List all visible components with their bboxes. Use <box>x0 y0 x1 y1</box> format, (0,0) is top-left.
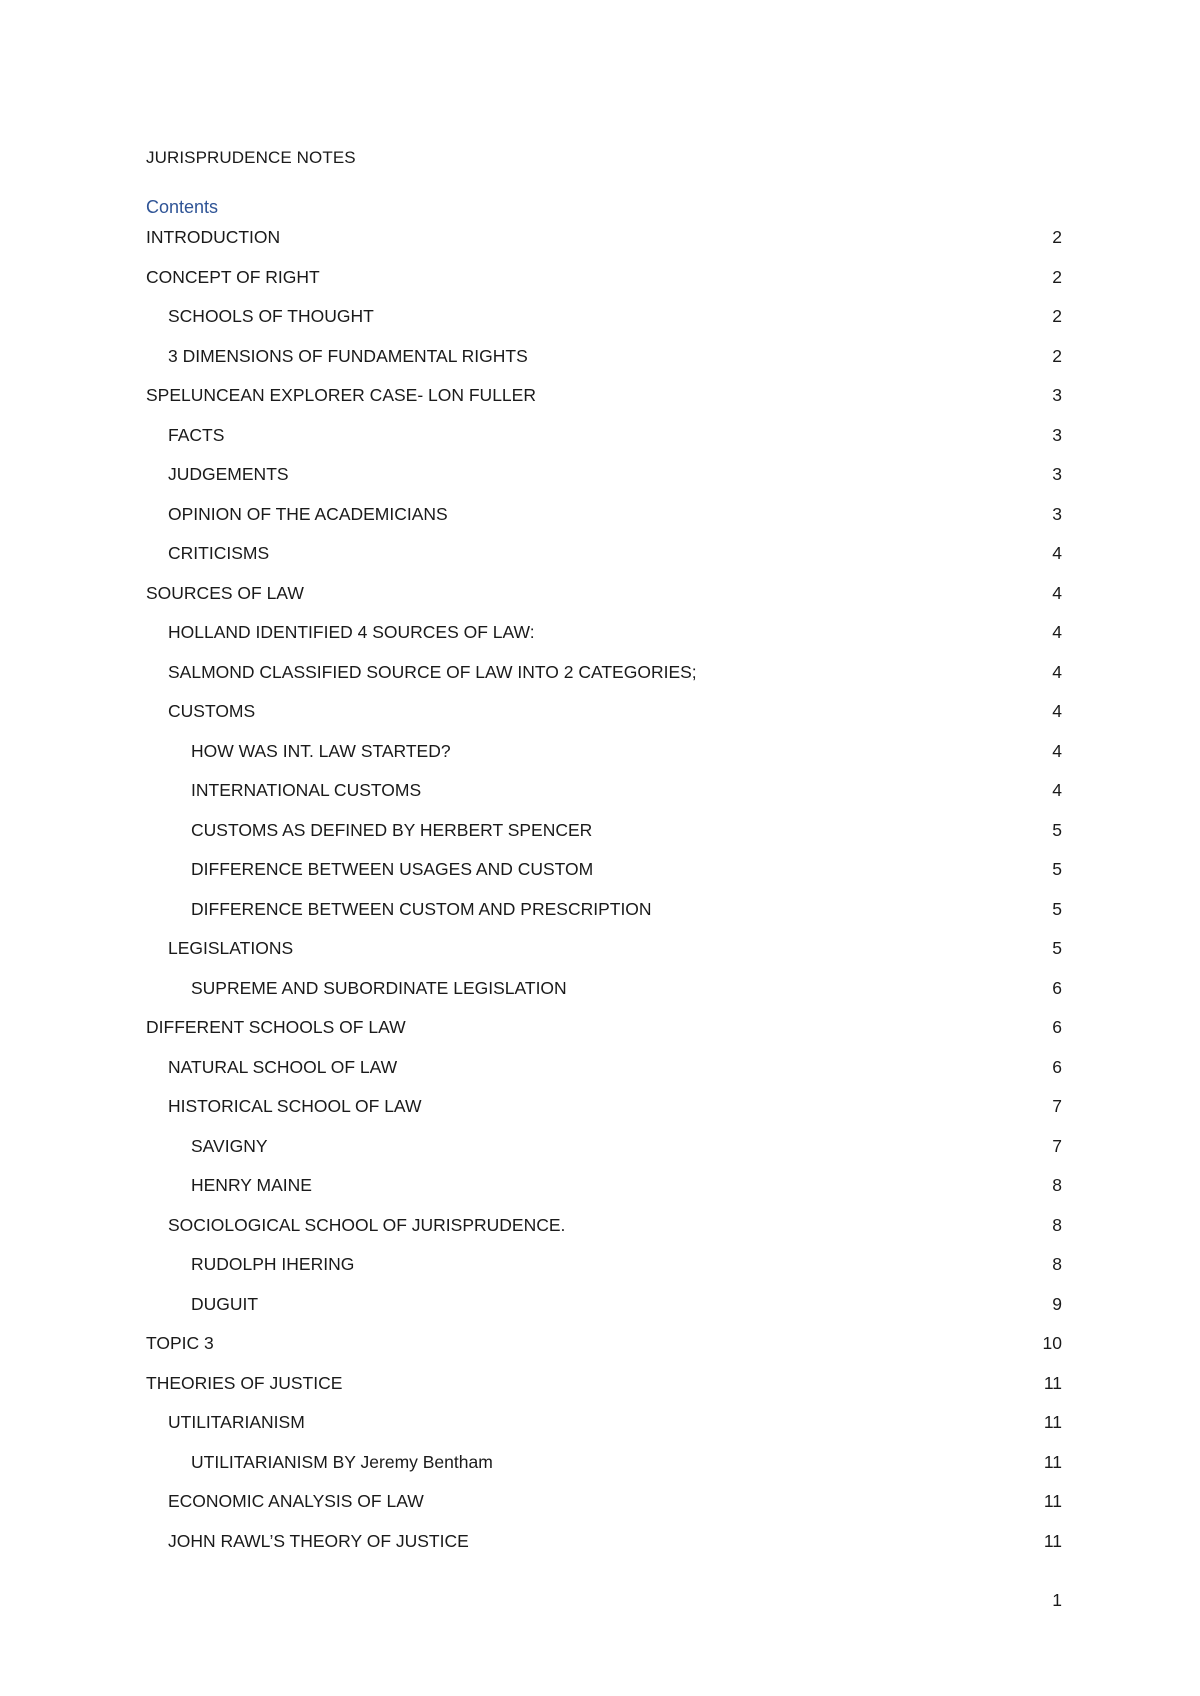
toc-entry[interactable] <box>146 1095 1062 1135</box>
toc-entry[interactable] <box>146 305 1062 345</box>
toc-entry[interactable] <box>146 226 1062 266</box>
toc-entry-label: JOHN RAWL’S THEORY OF JUSTICE <box>168 1530 469 1551</box>
toc-entry-page: 4 <box>1052 622 1062 642</box>
toc-entry[interactable] <box>146 700 1062 740</box>
toc-entry-label: LEGISLATIONS <box>168 938 294 958</box>
toc-entry-label: SPELUNCEAN EXPLORER CASE- LON FULLER <box>146 385 536 405</box>
toc-entry-page: 5 <box>1052 819 1062 840</box>
toc-entry[interactable] <box>146 977 1062 1017</box>
toc-entry-label: TOPIC 3 <box>146 1333 214 1353</box>
toc-heading: Contents <box>146 197 219 217</box>
toc-entry-page: 8 <box>1052 1175 1062 1195</box>
toc-entry[interactable] <box>146 503 1062 543</box>
toc-entry[interactable] <box>146 1174 1062 1214</box>
toc-entry-label: ECONOMIC ANALYSIS OF LAW <box>168 1491 424 1511</box>
toc-entry-page: 8 <box>1052 1214 1062 1235</box>
toc-entry[interactable] <box>146 1372 1062 1412</box>
toc-entry[interactable] <box>146 384 1062 424</box>
toc-entry-label: HOW WAS INT. LAW STARTED? <box>191 740 451 761</box>
toc-entry-label: CUSTOMS <box>168 701 256 721</box>
toc-entry-label: THEORIES OF JUSTICE <box>146 1372 343 1393</box>
toc-entry-page: 4 <box>1052 740 1062 761</box>
toc-entry-label: CONCEPT OF RIGHT <box>146 266 320 287</box>
toc-entry[interactable] <box>146 542 1062 582</box>
toc-entry-label: INTERNATIONAL CUSTOMS <box>191 780 422 800</box>
toc-entry-label: FACTS <box>168 424 225 445</box>
toc-entry-label: HENRY MAINE <box>191 1175 312 1195</box>
toc-entry-page: 4 <box>1052 661 1062 682</box>
toc-entry-label: SAVIGNY <box>191 1135 268 1156</box>
toc-entry[interactable] <box>146 582 1062 622</box>
toc-entry-label: HOLLAND IDENTIFIED 4 SOURCES OF LAW: <box>168 622 535 642</box>
toc-entry[interactable] <box>146 1411 1062 1451</box>
toc-entry-page: 2 <box>1052 306 1062 326</box>
toc-entry-label: CRITICISMS <box>168 543 270 563</box>
toc-entry-label: RUDOLPH IHERING <box>191 1254 355 1274</box>
toc-entry-page: 3 <box>1052 424 1062 445</box>
toc-entry[interactable] <box>146 266 1062 306</box>
toc-entry-page: 3 <box>1052 464 1062 484</box>
toc-entry-page: 7 <box>1052 1096 1062 1116</box>
toc-entry-label: CUSTOMS AS DEFINED BY HERBERT SPENCER <box>191 819 593 840</box>
toc-entry[interactable] <box>146 345 1062 385</box>
toc-entry[interactable] <box>146 819 1062 859</box>
toc-entry-page: 4 <box>1052 701 1062 721</box>
toc-entry-page: 7 <box>1052 1135 1062 1156</box>
toc-entry[interactable] <box>146 858 1062 898</box>
page-number: 1 <box>1052 1590 1062 1610</box>
toc-entry-page: 3 <box>1052 503 1062 524</box>
toc-entry-label: DUGUIT <box>191 1293 259 1314</box>
toc-entry[interactable] <box>146 937 1062 977</box>
toc-entry[interactable] <box>146 1293 1062 1333</box>
toc-entry[interactable] <box>146 661 1062 701</box>
toc-entry-label: INTRODUCTION <box>146 227 281 247</box>
toc-entry[interactable] <box>146 1451 1062 1491</box>
toc-entry-label: OPINION OF THE ACADEMICIANS <box>168 503 448 524</box>
toc-entry-page: 9 <box>1052 1293 1062 1314</box>
toc-entry-page: 4 <box>1052 582 1062 603</box>
toc-entry-label: UTILITARIANISM <box>168 1412 305 1432</box>
toc-entry-label: 3 DIMENSIONS OF FUNDAMENTAL RIGHTS <box>168 345 528 366</box>
toc-entry-label: SALMOND CLASSIFIED SOURCE OF LAW INTO 2 CATEGORIES; <box>168 661 697 682</box>
toc-entry[interactable] <box>146 1056 1062 1096</box>
toc-entry[interactable] <box>146 424 1062 464</box>
toc-entry[interactable] <box>146 1530 1062 1570</box>
toc-entry-page: 5 <box>1052 938 1062 958</box>
toc-entry[interactable] <box>146 463 1062 503</box>
toc-entry-label: UTILITARIANISM BY Jeremy Bentham <box>191 1451 493 1472</box>
toc-entry-label: SOURCES OF LAW <box>146 582 304 603</box>
toc-entry-label: SCHOOLS OF THOUGHT <box>168 306 374 326</box>
toc-entry-page: 5 <box>1052 859 1062 879</box>
toc-entry-label: NATURAL SCHOOL OF LAW <box>168 1056 398 1077</box>
toc-entry-page: 3 <box>1052 385 1062 405</box>
toc-entry-page: 11 <box>1043 1530 1062 1551</box>
toc-entry-page: 11 <box>1043 1372 1062 1393</box>
toc-entry-page: 4 <box>1052 780 1062 800</box>
toc-entry[interactable] <box>146 898 1062 938</box>
toc-entry-label: DIFFERENCE BETWEEN USAGES AND CUSTOM <box>191 859 594 879</box>
toc-entry-page: 11 <box>1043 1412 1062 1432</box>
toc-entry-page: 11 <box>1043 1491 1062 1511</box>
toc-entry[interactable] <box>146 779 1062 819</box>
toc-entry-page: 4 <box>1052 543 1062 563</box>
toc-entry[interactable] <box>146 1253 1062 1293</box>
toc-entry[interactable] <box>146 1214 1062 1254</box>
toc-entry-page: 11 <box>1043 1451 1062 1472</box>
toc-entry-page: 6 <box>1052 1056 1062 1077</box>
toc-entry-label: DIFFERENT SCHOOLS OF LAW <box>146 1017 406 1037</box>
table-of-contents <box>146 226 1062 1569</box>
toc-entry-label: SUPREME AND SUBORDINATE LEGISLATION <box>191 977 567 998</box>
document-title: JURISPRUDENCE NOTES <box>146 148 356 167</box>
toc-entry-label: JUDGEMENTS <box>168 464 289 484</box>
toc-entry[interactable] <box>146 740 1062 780</box>
toc-entry[interactable] <box>146 1135 1062 1175</box>
toc-entry-label: DIFFERENCE BETWEEN CUSTOM AND PRESCRIPTION <box>191 898 652 919</box>
toc-entry-page: 6 <box>1052 1017 1062 1037</box>
toc-entry-page: 2 <box>1052 345 1062 366</box>
toc-entry-page: 10 <box>1042 1333 1062 1353</box>
toc-entry-page: 8 <box>1052 1254 1062 1274</box>
toc-entry-label: SOCIOLOGICAL SCHOOL OF JURISPRUDENCE. <box>168 1214 566 1235</box>
toc-entry[interactable] <box>146 1490 1062 1530</box>
toc-entry-page: 2 <box>1052 227 1062 247</box>
toc-entry-page: 2 <box>1052 266 1062 287</box>
toc-entry-page: 6 <box>1052 977 1062 998</box>
toc-entry-label: HISTORICAL SCHOOL OF LAW <box>168 1096 422 1116</box>
toc-entry[interactable] <box>146 621 1062 661</box>
toc-entry[interactable] <box>146 1332 1062 1372</box>
toc-entry-page: 5 <box>1052 898 1062 919</box>
toc-entry[interactable] <box>146 1016 1062 1056</box>
